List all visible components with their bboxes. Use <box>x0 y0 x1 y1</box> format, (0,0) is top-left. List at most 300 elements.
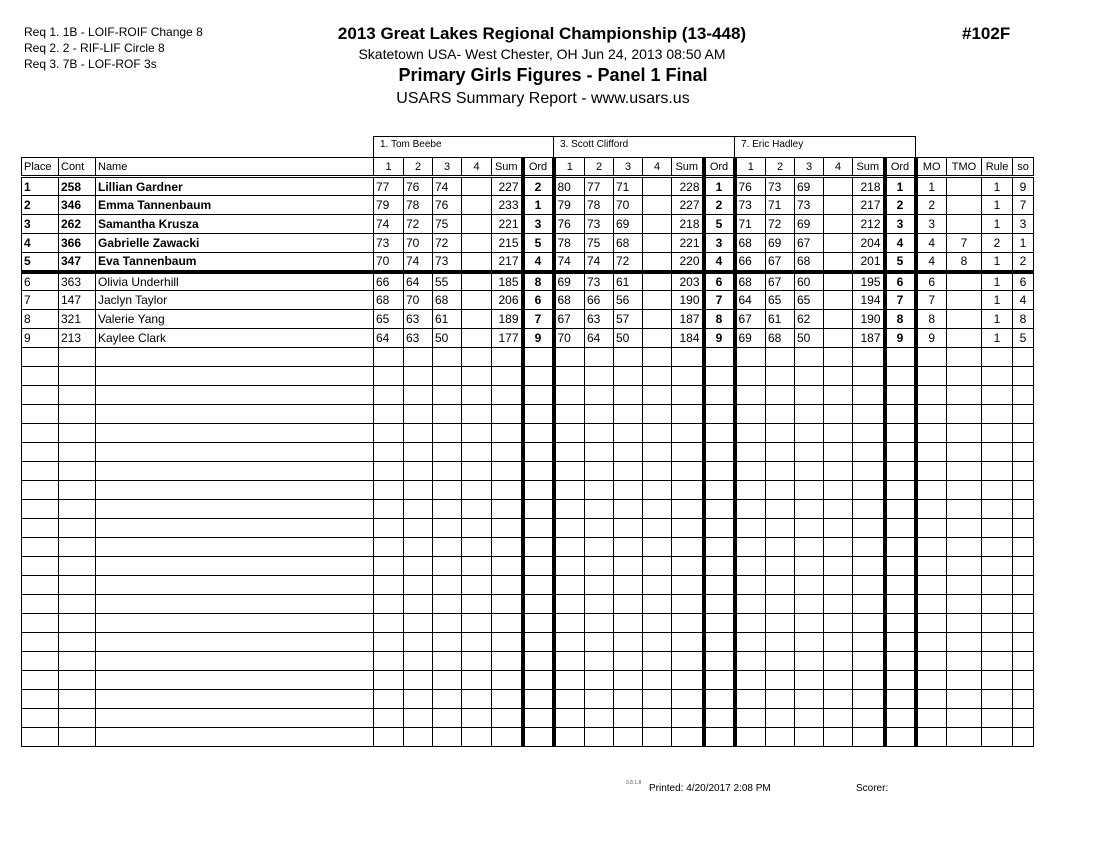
empty-cell <box>735 557 766 576</box>
empty-cell <box>462 709 492 728</box>
empty-cell <box>672 405 704 424</box>
empty-cell <box>982 481 1013 500</box>
empty-cell <box>554 424 585 443</box>
empty-cell <box>824 690 853 709</box>
empty-cell <box>404 500 433 519</box>
empty-cell <box>523 481 554 500</box>
empty-cell <box>59 481 96 500</box>
empty-cell <box>916 633 947 652</box>
requirement-2: Req 2. 2 - RIF-LIF Circle 8 <box>24 41 165 55</box>
judge-3-score-2: 65 <box>766 291 795 310</box>
empty-cell <box>704 519 735 538</box>
empty-cell <box>853 386 885 405</box>
empty-cell <box>462 424 492 443</box>
empty-cell <box>795 348 824 367</box>
empty-cell <box>22 481 59 500</box>
empty-cell <box>404 348 433 367</box>
empty-cell <box>404 633 433 652</box>
empty-cell <box>22 576 59 595</box>
empty-cell <box>1013 462 1034 481</box>
empty-cell <box>1013 481 1034 500</box>
empty-row <box>22 671 1034 690</box>
empty-cell <box>1013 557 1034 576</box>
empty-cell <box>795 576 824 595</box>
empty-cell <box>643 671 672 690</box>
empty-cell <box>947 386 982 405</box>
empty-cell <box>96 538 374 557</box>
rule-cell: 1 <box>982 177 1013 196</box>
col-tmo: TMO <box>947 158 982 177</box>
empty-row <box>22 500 1034 519</box>
judge-3-score-4 <box>824 234 853 253</box>
empty-cell <box>795 443 824 462</box>
judge-3-score-4 <box>824 215 853 234</box>
empty-cell <box>885 348 916 367</box>
empty-cell <box>982 633 1013 652</box>
empty-cell <box>462 405 492 424</box>
empty-cell <box>795 481 824 500</box>
empty-cell <box>885 481 916 500</box>
table-row <box>22 272 1034 291</box>
empty-cell <box>1013 633 1034 652</box>
empty-cell <box>735 348 766 367</box>
empty-cell <box>766 690 795 709</box>
empty-cell <box>404 614 433 633</box>
empty-cell <box>824 405 853 424</box>
version-label: 3.8.1.8 <box>626 780 642 786</box>
empty-cell <box>523 500 554 519</box>
empty-cell <box>672 367 704 386</box>
empty-cell <box>462 443 492 462</box>
empty-cell <box>22 424 59 443</box>
judge-2-score-2: 78 <box>585 196 614 215</box>
empty-cell <box>982 500 1013 519</box>
empty-cell <box>916 671 947 690</box>
judge-3-score-2: 67 <box>766 253 795 272</box>
judge-3-score-4 <box>824 196 853 215</box>
empty-cell <box>523 728 554 747</box>
empty-cell <box>554 557 585 576</box>
empty-cell <box>795 671 824 690</box>
empty-cell <box>59 367 96 386</box>
empty-cell <box>554 386 585 405</box>
empty-cell <box>853 462 885 481</box>
judge-3-score-1: 73 <box>735 196 766 215</box>
empty-cell <box>433 443 462 462</box>
empty-cell <box>982 538 1013 557</box>
empty-cell <box>853 519 885 538</box>
empty-cell <box>704 500 735 519</box>
empty-cell <box>824 709 853 728</box>
col-j2-2: 2 <box>585 158 614 177</box>
table-row <box>22 291 1034 310</box>
judge-2-score-sum: 221 <box>672 234 704 253</box>
judge-1-score-4 <box>462 329 492 348</box>
empty-cell <box>614 481 643 500</box>
empty-cell <box>22 519 59 538</box>
empty-cell <box>585 443 614 462</box>
empty-cell <box>585 709 614 728</box>
empty-cell <box>59 633 96 652</box>
empty-cell <box>885 367 916 386</box>
empty-cell <box>523 671 554 690</box>
empty-cell <box>982 576 1013 595</box>
empty-row <box>22 348 1034 367</box>
empty-cell <box>982 519 1013 538</box>
judge-2-ordinal: 6 <box>704 272 735 291</box>
empty-cell <box>585 538 614 557</box>
empty-cell <box>982 614 1013 633</box>
empty-cell <box>643 367 672 386</box>
empty-cell <box>96 728 374 747</box>
judge-1-score-2: 72 <box>404 215 433 234</box>
empty-cell <box>672 557 704 576</box>
empty-cell <box>59 348 96 367</box>
judge-1-score-1: 66 <box>374 272 404 291</box>
empty-cell <box>462 614 492 633</box>
judge-3-score-4 <box>824 177 853 196</box>
judge-3-score-3: 62 <box>795 310 824 329</box>
empty-cell <box>824 671 853 690</box>
judge-1-score-4 <box>462 177 492 196</box>
empty-cell <box>885 443 916 462</box>
judge-2-label: 3. Scott Clifford <box>553 136 735 158</box>
empty-cell <box>614 709 643 728</box>
judge-2-score-3: 70 <box>614 196 643 215</box>
empty-cell <box>523 386 554 405</box>
empty-cell <box>59 728 96 747</box>
judge-3-ordinal: 6 <box>885 272 916 291</box>
empty-cell <box>982 462 1013 481</box>
empty-cell <box>404 595 433 614</box>
judge-3-score-3: 60 <box>795 272 824 291</box>
empty-cell <box>404 538 433 557</box>
empty-cell <box>704 481 735 500</box>
empty-cell <box>96 614 374 633</box>
empty-cell <box>554 500 585 519</box>
empty-cell <box>96 348 374 367</box>
empty-cell <box>643 443 672 462</box>
empty-cell <box>585 481 614 500</box>
place-cell: 2 <box>22 196 59 215</box>
name-cell: Valerie Yang <box>96 310 374 329</box>
empty-cell <box>1013 690 1034 709</box>
judge-2-score-4 <box>643 329 672 348</box>
col-j3-2: 2 <box>766 158 795 177</box>
cont-cell: 347 <box>59 253 96 272</box>
col-j2-1: 1 <box>554 158 585 177</box>
empty-row <box>22 386 1034 405</box>
cont-cell: 147 <box>59 291 96 310</box>
empty-cell <box>96 709 374 728</box>
judge-3-ordinal: 3 <box>885 215 916 234</box>
judge-1-score-3: 73 <box>433 253 462 272</box>
empty-cell <box>59 462 96 481</box>
empty-cell <box>404 709 433 728</box>
empty-cell <box>374 652 404 671</box>
empty-cell <box>766 576 795 595</box>
col-j3-1: 1 <box>735 158 766 177</box>
empty-cell <box>433 538 462 557</box>
empty-cell <box>462 386 492 405</box>
table-row <box>22 329 1034 348</box>
name-cell: Kaylee Clark <box>96 329 374 348</box>
empty-cell <box>766 348 795 367</box>
judge-3-score-sum: 187 <box>853 329 885 348</box>
rule-cell: 1 <box>982 310 1013 329</box>
empty-cell <box>982 690 1013 709</box>
event-title: Primary Girls Figures - Panel 1 Final <box>398 65 708 85</box>
so-cell: 9 <box>1013 177 1034 196</box>
empty-cell <box>735 462 766 481</box>
col-j2-3: 3 <box>614 158 643 177</box>
empty-cell <box>947 367 982 386</box>
empty-cell <box>735 519 766 538</box>
judge-1-score-2: 70 <box>404 234 433 253</box>
empty-row <box>22 557 1034 576</box>
empty-cell <box>22 709 59 728</box>
empty-cell <box>947 424 982 443</box>
judge-1-score-4 <box>462 196 492 215</box>
empty-cell <box>735 633 766 652</box>
empty-cell <box>585 557 614 576</box>
empty-cell <box>704 671 735 690</box>
judge-1-ordinal: 5 <box>523 234 554 253</box>
empty-cell <box>59 614 96 633</box>
judge-2-score-sum: 184 <box>672 329 704 348</box>
venue-date: Skatetown USA- West Chester, OH Jun 24, 2013 08:50 AM <box>358 46 726 62</box>
empty-cell <box>916 709 947 728</box>
judge-3-score-4 <box>824 253 853 272</box>
empty-cell <box>614 367 643 386</box>
judge-1-score-2: 78 <box>404 196 433 215</box>
empty-cell <box>492 481 523 500</box>
empty-cell <box>947 728 982 747</box>
rule-cell: 1 <box>982 291 1013 310</box>
judge-1-score-sum: 215 <box>492 234 523 253</box>
empty-cell <box>462 671 492 690</box>
judge-1-score-2: 63 <box>404 310 433 329</box>
mo-cell: 1 <box>916 177 947 196</box>
place-cell: 8 <box>22 310 59 329</box>
empty-cell <box>404 557 433 576</box>
so-cell: 7 <box>1013 196 1034 215</box>
cont-cell: 366 <box>59 234 96 253</box>
judge-2-score-1: 74 <box>554 253 585 272</box>
judge-3-score-3: 73 <box>795 196 824 215</box>
empty-cell <box>462 462 492 481</box>
empty-cell <box>982 424 1013 443</box>
empty-cell <box>672 348 704 367</box>
mo-cell: 8 <box>916 310 947 329</box>
empty-cell <box>643 424 672 443</box>
place-cell: 1 <box>22 177 59 196</box>
empty-cell <box>795 633 824 652</box>
empty-cell <box>824 424 853 443</box>
empty-cell <box>735 709 766 728</box>
empty-cell <box>462 690 492 709</box>
table-row <box>22 253 1034 272</box>
empty-row <box>22 614 1034 633</box>
empty-cell <box>492 348 523 367</box>
empty-cell <box>824 367 853 386</box>
empty-cell <box>374 500 404 519</box>
place-cell: 9 <box>22 329 59 348</box>
empty-cell <box>795 367 824 386</box>
judge-1-score-4 <box>462 253 492 272</box>
judge-2-score-1: 79 <box>554 196 585 215</box>
rule-cell: 1 <box>982 215 1013 234</box>
empty-cell <box>824 386 853 405</box>
judge-2-ordinal: 4 <box>704 253 735 272</box>
judge-2-score-3: 68 <box>614 234 643 253</box>
col-place: Place <box>22 158 59 177</box>
col-j2-sum: Sum <box>672 158 704 177</box>
empty-cell <box>523 557 554 576</box>
judge-3-score-1: 76 <box>735 177 766 196</box>
judge-3-score-2: 71 <box>766 196 795 215</box>
mo-cell: 9 <box>916 329 947 348</box>
empty-cell <box>735 728 766 747</box>
empty-cell <box>22 500 59 519</box>
empty-cell <box>916 728 947 747</box>
empty-cell <box>523 576 554 595</box>
so-cell: 8 <box>1013 310 1034 329</box>
judge-3-score-1: 68 <box>735 234 766 253</box>
name-cell: Lillian Gardner <box>96 177 374 196</box>
empty-cell <box>374 709 404 728</box>
empty-cell <box>614 728 643 747</box>
empty-cell <box>947 462 982 481</box>
empty-cell <box>492 709 523 728</box>
col-j3-ord: Ord <box>885 158 916 177</box>
judge-3-score-sum: 204 <box>853 234 885 253</box>
empty-cell <box>462 481 492 500</box>
empty-cell <box>885 557 916 576</box>
judge-2-score-2: 73 <box>585 215 614 234</box>
empty-cell <box>492 500 523 519</box>
judge-3-score-1: 67 <box>735 310 766 329</box>
empty-cell <box>462 519 492 538</box>
empty-row <box>22 367 1034 386</box>
mo-cell: 2 <box>916 196 947 215</box>
empty-cell <box>492 633 523 652</box>
judge-1-score-sum: 217 <box>492 253 523 272</box>
judge-2-score-2: 77 <box>585 177 614 196</box>
judge-2-score-2: 74 <box>585 253 614 272</box>
empty-cell <box>824 538 853 557</box>
empty-cell <box>404 576 433 595</box>
empty-cell <box>916 557 947 576</box>
empty-cell <box>885 709 916 728</box>
empty-cell <box>96 519 374 538</box>
empty-cell <box>585 348 614 367</box>
empty-cell <box>704 405 735 424</box>
rule-cell: 1 <box>982 329 1013 348</box>
empty-cell <box>672 519 704 538</box>
empty-cell <box>585 690 614 709</box>
empty-cell <box>885 614 916 633</box>
empty-cell <box>492 614 523 633</box>
judge-1-score-2: 64 <box>404 272 433 291</box>
empty-cell <box>735 595 766 614</box>
empty-cell <box>916 500 947 519</box>
judge-1-ordinal: 8 <box>523 272 554 291</box>
empty-cell <box>374 614 404 633</box>
empty-cell <box>554 728 585 747</box>
judge-2-score-4 <box>643 215 672 234</box>
empty-cell <box>982 671 1013 690</box>
judge-2-score-3: 72 <box>614 253 643 272</box>
empty-cell <box>885 576 916 595</box>
empty-cell <box>22 386 59 405</box>
empty-row <box>22 690 1034 709</box>
tmo-cell <box>947 215 982 234</box>
table-row <box>22 177 1034 196</box>
empty-cell <box>492 728 523 747</box>
empty-cell <box>22 652 59 671</box>
empty-cell <box>766 405 795 424</box>
empty-cell <box>916 538 947 557</box>
so-cell: 5 <box>1013 329 1034 348</box>
empty-cell <box>766 709 795 728</box>
empty-cell <box>916 367 947 386</box>
empty-cell <box>947 652 982 671</box>
empty-cell <box>433 424 462 443</box>
judge-1-score-sum: 189 <box>492 310 523 329</box>
judge-2-score-2: 73 <box>585 272 614 291</box>
empty-row <box>22 576 1034 595</box>
judge-3-ordinal: 1 <box>885 177 916 196</box>
judge-1-ordinal: 2 <box>523 177 554 196</box>
judge-3-score-2: 72 <box>766 215 795 234</box>
empty-cell <box>433 386 462 405</box>
judge-2-ordinal: 1 <box>704 177 735 196</box>
empty-cell <box>22 633 59 652</box>
empty-cell <box>916 652 947 671</box>
empty-cell <box>433 690 462 709</box>
empty-cell <box>374 405 404 424</box>
empty-cell <box>643 538 672 557</box>
empty-cell <box>853 690 885 709</box>
empty-cell <box>885 652 916 671</box>
requirement-1: Req 1. 1B - LOIF-ROIF Change 8 <box>24 25 203 39</box>
empty-cell <box>704 709 735 728</box>
empty-cell <box>433 709 462 728</box>
empty-cell <box>374 728 404 747</box>
empty-cell <box>824 500 853 519</box>
empty-cell <box>59 424 96 443</box>
empty-cell <box>22 614 59 633</box>
empty-cell <box>374 367 404 386</box>
empty-cell <box>462 595 492 614</box>
judge-3-ordinal: 9 <box>885 329 916 348</box>
empty-cell <box>735 386 766 405</box>
empty-row <box>22 538 1034 557</box>
empty-cell <box>1013 709 1034 728</box>
name-cell: Eva Tannenbaum <box>96 253 374 272</box>
empty-cell <box>523 709 554 728</box>
empty-cell <box>462 500 492 519</box>
empty-cell <box>643 728 672 747</box>
judge-3-score-1: 66 <box>735 253 766 272</box>
empty-cell <box>824 728 853 747</box>
cont-cell: 321 <box>59 310 96 329</box>
judge-2-score-4 <box>643 177 672 196</box>
empty-cell <box>523 443 554 462</box>
empty-cell <box>795 462 824 481</box>
judge-2-score-1: 76 <box>554 215 585 234</box>
